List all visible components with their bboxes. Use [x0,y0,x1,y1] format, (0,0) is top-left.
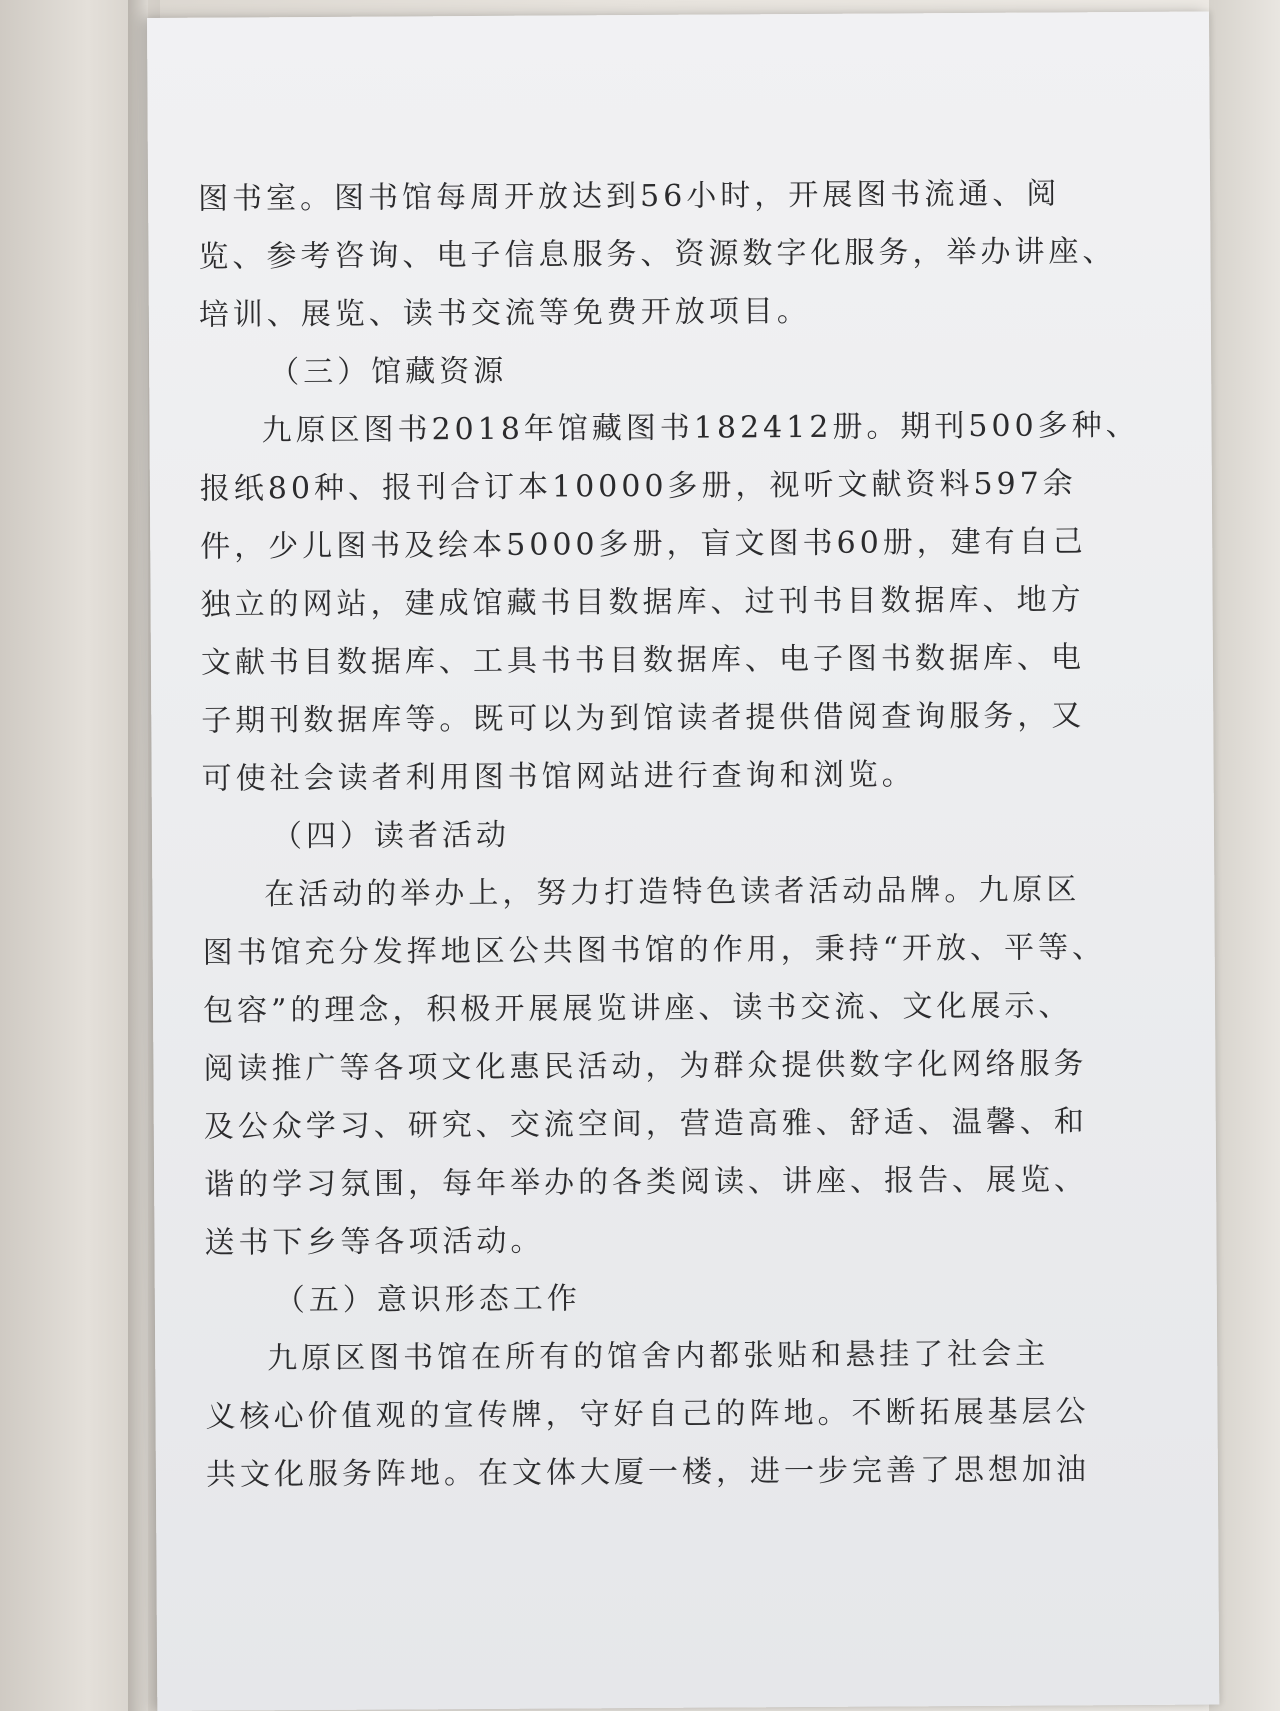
text-line: 图书馆充分发挥地区公共图书馆的作用，秉持“开放、平等、 [202,930,1107,971]
section-heading-ideology-work: （五）意识形态工作 [274,1281,581,1319]
text-line: 文献书目数据库、工具书书目数据库、电子图书数据库、电 [200,640,1086,681]
text-line: 包容”的理念，积极开展展览讲座、读书交流、文化展示、 [202,988,1073,1029]
text-line: 及公众学习、研究、交流空间，营造高雅、舒适、温馨、和 [203,1104,1088,1145]
section-heading-reader-activities: （四）读者活动 [271,817,511,855]
text-line: 谐的学习氛围，每年举办的各类阅读、讲座、报告、展览、 [204,1162,1089,1203]
text-line: 子期刊数据库等。既可以为到馆读者提供借阅查询服务，又 [201,698,1086,739]
text-line: 送书下乡等各项活动。 [204,1223,545,1261]
background-surface [1209,0,1280,1711]
paragraph-first-line: 在活动的举办上，努力打造特色读者活动品牌。九原区 [264,872,1081,913]
document-page [147,12,1219,1711]
text-line: 件，少儿图书及绘本5000多册，盲文图书60册，建有自己 [200,524,1087,565]
text-line: 图书室。图书馆每周开放达到56小时，开展图书流通、阅 [198,176,1061,217]
paragraph-first-line: 九原区图书2018年馆藏图书182412册。期刊500多种、 [261,407,1140,449]
paragraph-first-line: 九原区图书馆在所有的馆舍内都张贴和悬挂了社会主 [267,1336,1050,1377]
text-line: 报纸80种、报刊合订本10000多册，视听文献资料597余 [199,466,1077,507]
text-line: 览、参考咨询、电子信息服务、资源数字化服务，举办讲座、 [198,234,1117,275]
text-line: 义核心价值观的宣传牌，守好自己的阵地。不断拓展基层公 [205,1394,1090,1435]
section-heading-collection: （三）馆藏资源 [269,353,508,391]
text-line: 共文化服务阵地。在文体大厦一楼，进一步完善了思想加油 [205,1452,1090,1493]
text-line: 独立的网站，建成馆藏书目数据库、过刊书目数据库、地方 [200,582,1085,623]
text-line: 可使社会读者利用图书馆网站进行查询和浏览。 [201,757,916,797]
page-body-text [198,165,1140,1504]
book-spine-edge [128,0,148,1711]
text-line: 培训、展览、读书交流等免费开放项目。 [198,293,811,333]
text-line: 阅读推广等各项文化惠民活动，为群众提供数字化网络服务 [203,1046,1088,1087]
